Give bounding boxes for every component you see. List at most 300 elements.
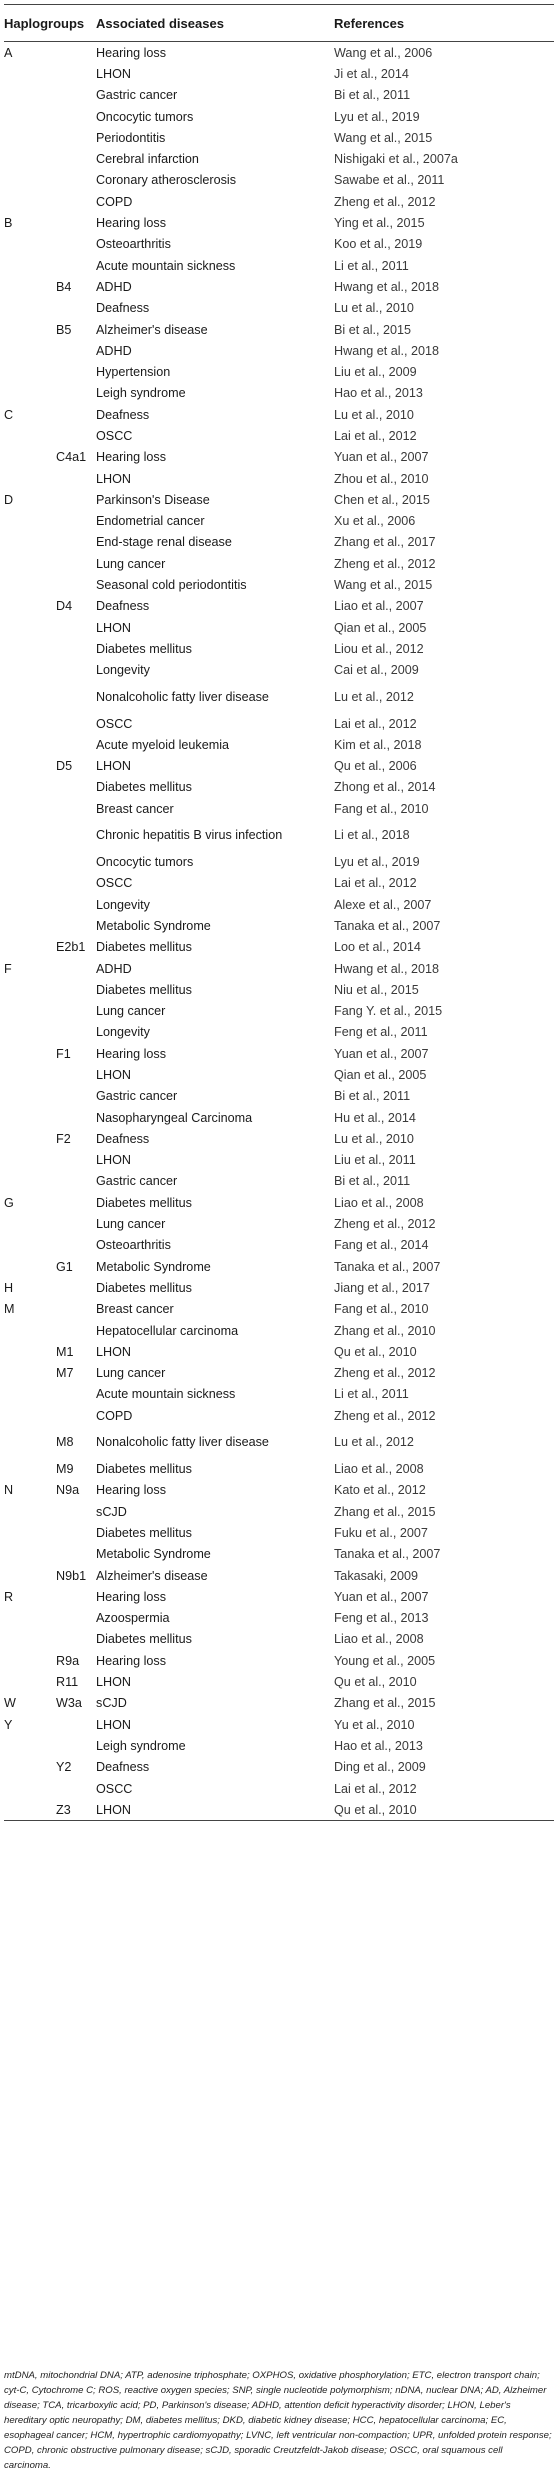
haplogroup-cell — [4, 234, 56, 255]
haplogroup-cell — [4, 425, 56, 446]
haplogroup-cell — [4, 1778, 56, 1799]
reference-cell: Li et al., 2018 — [334, 828, 410, 843]
disease-cell: Nonalcoholic fatty liver disease — [96, 689, 269, 704]
table-row — [4, 553, 554, 574]
disease-cell: ADHD — [96, 279, 132, 294]
table-row — [4, 1384, 554, 1405]
reference-cell: Zhang et al., 2015 — [334, 1504, 436, 1519]
disease-cell: Lung cancer — [96, 1004, 166, 1019]
haplogroup-cell — [4, 1256, 56, 1277]
reference-cell: Qian et al., 2005 — [334, 620, 427, 635]
reference-cell: Fang et al., 2010 — [334, 801, 429, 816]
subgroup-cell — [56, 1384, 96, 1405]
disease-cell: Metabolic Syndrome — [96, 918, 211, 933]
table-row — [4, 511, 554, 532]
subgroup-cell — [56, 1778, 96, 1799]
disease-cell: Deafness — [96, 1131, 150, 1146]
haplogroup-cell — [4, 638, 56, 659]
table-row — [4, 383, 554, 404]
disease-cell: Chronic hepatitis B virus infection — [96, 828, 283, 843]
table-row — [4, 127, 554, 148]
haplogroup-cell: F — [4, 961, 12, 976]
reference-cell: Sawabe et al., 2011 — [334, 173, 445, 188]
disease-cell: Diabetes mellitus — [96, 982, 192, 997]
disease-cell: Nonalcoholic fatty liver disease — [96, 1435, 269, 1450]
table-row — [4, 489, 554, 510]
haplogroup-cell — [4, 127, 56, 148]
subgroup-cell — [56, 894, 96, 915]
disease-cell: Gastric cancer — [96, 1174, 178, 1189]
haplogroup-cell — [4, 148, 56, 169]
haplogroup-cell: N — [4, 1483, 14, 1498]
table-row — [4, 681, 554, 713]
reference-cell: Lai et al., 2012 — [334, 876, 417, 891]
disease-cell: ADHD — [96, 961, 132, 976]
table-row — [4, 798, 554, 819]
table-row — [4, 319, 554, 340]
reference-cell: Qu et al., 2010 — [334, 1799, 554, 1821]
table-row — [4, 1629, 554, 1650]
haplogroup-cell: A — [4, 45, 13, 60]
subgroup-cell — [56, 85, 96, 106]
table-row — [4, 1086, 554, 1107]
subgroup-cell — [56, 404, 96, 425]
subgroup-cell — [56, 734, 96, 755]
reference-cell: Hao et al., 2013 — [334, 386, 423, 401]
disease-cell: Leigh syndrome — [96, 1738, 186, 1753]
reference-cell: Liu et al., 2011 — [334, 1153, 416, 1168]
disease-cell: Diabetes mellitus — [96, 1632, 192, 1647]
disease-cell: LHON — [96, 759, 132, 774]
table-row — [4, 170, 554, 191]
disease-cell: LHON — [96, 1717, 132, 1732]
subgroup-cell — [56, 42, 96, 64]
table-row — [4, 638, 554, 659]
table-row — [4, 1213, 554, 1234]
subgroup-cell — [56, 255, 96, 276]
disease-cell: LHON — [96, 66, 132, 81]
haplogroup-cell — [4, 532, 56, 553]
subgroup-cell — [56, 819, 96, 851]
haplogroup-cell — [4, 1607, 56, 1628]
haplogroup-cell — [4, 1522, 56, 1543]
subgroup-cell — [56, 212, 96, 233]
table-row — [4, 1107, 554, 1128]
haplogroup-cell — [4, 106, 56, 127]
reference-cell: Yuan et al., 2007 — [334, 1589, 429, 1604]
disease-cell: Azoospermia — [96, 1611, 170, 1626]
reference-cell: Liou et al., 2012 — [334, 641, 424, 656]
disease-cell: Periodontitis — [96, 130, 166, 145]
header-associated-diseases: Associated diseases — [96, 5, 334, 42]
subgroup-cell — [56, 1022, 96, 1043]
subgroup-cell — [56, 1544, 96, 1565]
subgroup-cell — [56, 511, 96, 532]
table-row — [4, 915, 554, 936]
disease-cell: Diabetes mellitus — [96, 1462, 192, 1477]
table-row — [4, 851, 554, 872]
subgroup-cell — [56, 468, 96, 489]
haplogroup-cell: M — [4, 1302, 15, 1317]
reference-cell: Tanaka et al., 2007 — [334, 1259, 441, 1274]
haplogroup-cell — [4, 596, 56, 617]
table-row — [4, 340, 554, 361]
disease-cell: Hepatocellular carcinoma — [96, 1323, 239, 1338]
reference-cell: Yuan et al., 2007 — [334, 1046, 429, 1061]
disease-cell: Gastric cancer — [96, 1089, 178, 1104]
reference-cell: Yu et al., 2010 — [334, 1717, 415, 1732]
reference-cell: Zhang et al., 2010 — [334, 1323, 436, 1338]
table-row — [4, 574, 554, 595]
table-row — [4, 212, 554, 233]
reference-cell: Li et al., 2011 — [334, 258, 409, 273]
reference-cell: Loo et al., 2014 — [334, 940, 421, 955]
subgroup-cell: D4 — [56, 599, 73, 614]
subgroup-cell — [56, 127, 96, 148]
reference-cell: Alexe et al., 2007 — [334, 897, 432, 912]
subgroup-cell: R9a — [56, 1653, 80, 1668]
reference-cell: Zhang et al., 2017 — [334, 535, 436, 550]
disease-cell: Osteoarthritis — [96, 1238, 171, 1253]
reference-cell: Jiang et al., 2017 — [334, 1280, 430, 1295]
subgroup-cell — [56, 553, 96, 574]
subgroup-cell: M7 — [56, 1366, 74, 1381]
disease-cell: Diabetes mellitus — [96, 1525, 192, 1540]
disease-cell: ADHD — [96, 343, 132, 358]
reference-cell: Lu et al., 2012 — [334, 689, 414, 704]
reference-cell: Bi et al., 2011 — [334, 88, 411, 103]
disease-cell: Leigh syndrome — [96, 386, 186, 401]
reference-cell: Liao et al., 2008 — [334, 1632, 424, 1647]
table-row — [4, 1671, 554, 1692]
table-row — [4, 1299, 554, 1320]
table-row — [4, 979, 554, 1000]
subgroup-cell — [56, 1714, 96, 1735]
haplogroup-cell — [4, 1150, 56, 1171]
haplogroup-cell — [4, 617, 56, 638]
haplogroup-cell — [4, 1363, 56, 1384]
table-row — [4, 298, 554, 319]
disease-cell: Oncocytic tumors — [96, 855, 194, 870]
haplogroup-cell — [4, 1213, 56, 1234]
disease-cell: Hearing loss — [96, 1653, 167, 1668]
table-row — [4, 1586, 554, 1607]
haplogroup-cell — [4, 361, 56, 382]
reference-cell: Kato et al., 2012 — [334, 1483, 426, 1498]
table-row — [4, 191, 554, 212]
reference-cell: Takasaki, 2009 — [334, 1568, 419, 1583]
disease-cell: Hearing loss — [96, 216, 167, 231]
disease-cell: LHON — [96, 1799, 334, 1821]
header-haplogroups: Haplogroups — [4, 5, 96, 42]
haplogroup-cell — [4, 937, 56, 958]
disease-cell: Cerebral infarction — [96, 152, 199, 167]
subgroup-cell — [56, 1000, 96, 1021]
haplogroup-cell — [4, 1426, 56, 1458]
haplogroup-cell — [4, 298, 56, 319]
table-row — [4, 404, 554, 425]
haplogroup-cell: W — [4, 1696, 16, 1711]
haplogroup-cell: H — [4, 1280, 14, 1295]
disease-cell: OSCC — [96, 1781, 133, 1796]
table-body — [4, 42, 554, 1821]
haplogroup-cell — [4, 1043, 56, 1064]
table-row — [4, 1565, 554, 1586]
table-row — [4, 958, 554, 979]
haplogroup-cell: C — [4, 407, 14, 422]
reference-cell: Lyu et al., 2019 — [334, 855, 420, 870]
table-row — [4, 1735, 554, 1756]
haplogroup-cell — [4, 756, 56, 777]
haplogroup-cell — [4, 63, 56, 84]
subgroup-cell — [56, 681, 96, 713]
table-row — [4, 1522, 554, 1543]
subgroup-cell: Z3 — [56, 1799, 96, 1821]
subgroup-cell — [56, 1213, 96, 1234]
subgroup-cell — [56, 851, 96, 872]
haplogroup-cell: G — [4, 1195, 14, 1210]
haplogroup-cell — [4, 468, 56, 489]
reference-cell: Yuan et al., 2007 — [334, 450, 429, 465]
table-row — [4, 1150, 554, 1171]
disease-cell: Hearing loss — [96, 1589, 167, 1604]
table-row — [4, 63, 554, 84]
disease-cell: Hearing loss — [96, 45, 167, 60]
reference-cell: Wang et al., 2015 — [334, 578, 433, 593]
reference-cell: Xu et al., 2006 — [334, 514, 416, 529]
subgroup-cell — [56, 1735, 96, 1756]
haplogroup-cell — [4, 319, 56, 340]
disease-cell: End-stage renal disease — [96, 535, 232, 550]
haplogroup-cell — [4, 276, 56, 297]
disease-cell: OSCC — [96, 428, 133, 443]
disease-cell: Diabetes mellitus — [96, 1195, 192, 1210]
disease-cell: sCJD — [96, 1504, 127, 1519]
haplogroup-cell — [4, 383, 56, 404]
haplogroup-cell — [4, 1650, 56, 1671]
subgroup-cell — [56, 1299, 96, 1320]
haplogroup-cell — [4, 979, 56, 1000]
reference-cell: Hwang et al., 2018 — [334, 961, 440, 976]
haplogroup-cell — [4, 1735, 56, 1756]
table-row — [4, 234, 554, 255]
haplogroup-cell — [4, 1501, 56, 1522]
table-row — [4, 1778, 554, 1799]
haplogroup-cell — [4, 191, 56, 212]
disease-cell: Alzheimer's disease — [96, 1568, 208, 1583]
haplogroup-cell — [4, 574, 56, 595]
table-row — [4, 1458, 554, 1479]
haplogroup-cell — [4, 873, 56, 894]
subgroup-cell — [56, 1277, 96, 1298]
subgroup-cell — [56, 1586, 96, 1607]
haplogroup-cell — [4, 170, 56, 191]
reference-cell: Liao et al., 2007 — [334, 599, 424, 614]
subgroup-cell — [56, 148, 96, 169]
disease-cell: LHON — [96, 620, 132, 635]
haplogroup-cell — [4, 713, 56, 734]
disease-cell: OSCC — [96, 716, 133, 731]
haplogroup-cell: B — [4, 216, 13, 231]
subgroup-cell — [56, 1086, 96, 1107]
haplogroup-cell — [4, 511, 56, 532]
reference-cell: Fang et al., 2014 — [334, 1238, 429, 1253]
subgroup-cell — [56, 1320, 96, 1341]
reference-cell: Zheng et al., 2012 — [334, 1408, 436, 1423]
haplogroup-cell — [4, 1565, 56, 1586]
disease-cell: Hearing loss — [96, 1046, 167, 1061]
disease-cell: Oncocytic tumors — [96, 109, 194, 124]
disease-cell: COPD — [96, 1408, 133, 1423]
subgroup-cell — [56, 1522, 96, 1543]
reference-cell: Lu et al., 2012 — [334, 1435, 414, 1450]
subgroup-cell — [56, 1607, 96, 1628]
subgroup-cell: W3a — [56, 1696, 82, 1711]
disease-cell: Coronary atherosclerosis — [96, 173, 237, 188]
subgroup-cell: Y2 — [56, 1760, 72, 1775]
subgroup-cell: B4 — [56, 279, 72, 294]
haplogroup-cell — [4, 1757, 56, 1778]
reference-cell: Hao et al., 2013 — [334, 1738, 423, 1753]
subgroup-cell — [56, 1171, 96, 1192]
table-row — [4, 106, 554, 127]
table-row — [4, 1277, 554, 1298]
disease-cell: Breast cancer — [96, 801, 174, 816]
disease-cell: OSCC — [96, 876, 133, 891]
disease-cell: Diabetes mellitus — [96, 641, 192, 656]
reference-cell: Zheng et al., 2012 — [334, 1217, 436, 1232]
haplogroup-cell — [4, 1405, 56, 1426]
table-row — [4, 1064, 554, 1085]
table-row — [4, 1501, 554, 1522]
table-row — [4, 1043, 554, 1064]
table-row — [4, 734, 554, 755]
haplogroup-cell: D — [4, 492, 14, 507]
haplogroup-cell — [4, 1629, 56, 1650]
table-row — [4, 1235, 554, 1256]
reference-cell: Zheng et al., 2012 — [334, 194, 436, 209]
subgroup-cell — [56, 234, 96, 255]
reference-cell: Young et al., 2005 — [334, 1653, 436, 1668]
reference-cell: Zhong et al., 2014 — [334, 780, 436, 795]
table-row — [4, 819, 554, 851]
subgroup-cell: C4a1 — [56, 450, 87, 465]
reference-cell: Kim et al., 2018 — [334, 737, 422, 752]
reference-cell: Fuku et al., 2007 — [334, 1525, 428, 1540]
table-row — [4, 660, 554, 681]
subgroup-cell: M9 — [56, 1462, 74, 1477]
subgroup-cell — [56, 425, 96, 446]
haplogroup-cell — [4, 1064, 56, 1085]
subgroup-cell — [56, 1107, 96, 1128]
haplogroup-cell — [4, 85, 56, 106]
reference-cell: Zheng et al., 2012 — [334, 1366, 436, 1381]
disease-cell: Gastric cancer — [96, 88, 178, 103]
haplogroup-cell — [4, 1799, 56, 1821]
reference-cell: Feng et al., 2013 — [334, 1611, 429, 1626]
reference-cell: Lu et al., 2010 — [334, 301, 414, 316]
haplogroup-cell — [4, 340, 56, 361]
table-row — [4, 1128, 554, 1149]
reference-cell: Lai et al., 2012 — [334, 716, 417, 731]
disease-cell: LHON — [96, 471, 132, 486]
haplogroup-cell — [4, 1384, 56, 1405]
table-row — [4, 1544, 554, 1565]
subgroup-cell — [56, 915, 96, 936]
subgroup-cell — [56, 798, 96, 819]
reference-cell: Lai et al., 2012 — [334, 1781, 417, 1796]
disease-cell: Diabetes mellitus — [96, 780, 192, 795]
subgroup-cell: G1 — [56, 1259, 73, 1274]
table-row — [4, 713, 554, 734]
reference-cell: Ji et al., 2014 — [334, 66, 409, 81]
disease-cell: Seasonal cold periodontitis — [96, 578, 247, 593]
haplogroup-cell: R — [4, 1589, 14, 1604]
disease-cell: LHON — [96, 1344, 132, 1359]
subgroup-cell — [56, 1192, 96, 1213]
haplogroup-cell — [4, 851, 56, 872]
table-row — [4, 361, 554, 382]
header-references: References — [334, 5, 554, 42]
reference-cell: Qian et al., 2005 — [334, 1068, 427, 1082]
reference-cell: Nishigaki et al., 2007a — [334, 152, 458, 167]
reference-cell: Tanaka et al., 2007 — [334, 918, 441, 933]
reference-cell: Tanaka et al., 2007 — [334, 1547, 441, 1562]
disease-cell: Metabolic Syndrome — [96, 1547, 211, 1562]
disease-cell: Nasopharyngeal Carcinoma — [96, 1110, 253, 1125]
table-row — [4, 617, 554, 638]
subgroup-cell — [56, 532, 96, 553]
subgroup-cell — [56, 1629, 96, 1650]
haplogroup-cell — [4, 777, 56, 798]
haplogroup-cell — [4, 915, 56, 936]
haplogroup-cell — [4, 819, 56, 851]
haplogroup-cell — [4, 660, 56, 681]
disease-cell: Lung cancer — [96, 1217, 166, 1232]
reference-cell: Lu et al., 2010 — [334, 1131, 414, 1146]
reference-cell: Hwang et al., 2018 — [334, 343, 440, 358]
table-row — [4, 1405, 554, 1426]
subgroup-cell: R11 — [56, 1675, 79, 1690]
disease-cell: Diabetes mellitus — [96, 1280, 192, 1295]
table-header — [4, 5, 554, 42]
disease-cell: Hypertension — [96, 365, 171, 380]
reference-cell: Koo et al., 2019 — [334, 237, 423, 252]
disease-cell: Acute mountain sickness — [96, 1387, 236, 1402]
table-row — [4, 42, 554, 64]
haplogroup-cell — [4, 734, 56, 755]
subgroup-cell — [56, 713, 96, 734]
table-row — [4, 1757, 554, 1778]
subgroup-cell: N9b1 — [56, 1568, 87, 1583]
table-container — [4, 4, 554, 1821]
reference-cell: Qu et al., 2010 — [334, 1344, 417, 1359]
disease-cell: Endometrial cancer — [96, 514, 205, 529]
table-row — [4, 1363, 554, 1384]
subgroup-cell: E2b1 — [56, 940, 86, 955]
subgroup-cell: N9a — [56, 1483, 80, 1498]
table-row — [4, 148, 554, 169]
table-row — [4, 1650, 554, 1671]
table-row — [4, 1192, 554, 1213]
subgroup-cell — [56, 1064, 96, 1085]
disease-cell: Acute myeloid leukemia — [96, 737, 230, 752]
table-row — [4, 1256, 554, 1277]
subgroup-cell — [56, 1501, 96, 1522]
reference-cell: Zheng et al., 2012 — [334, 556, 436, 571]
subgroup-cell — [56, 1235, 96, 1256]
table-row — [4, 1171, 554, 1192]
